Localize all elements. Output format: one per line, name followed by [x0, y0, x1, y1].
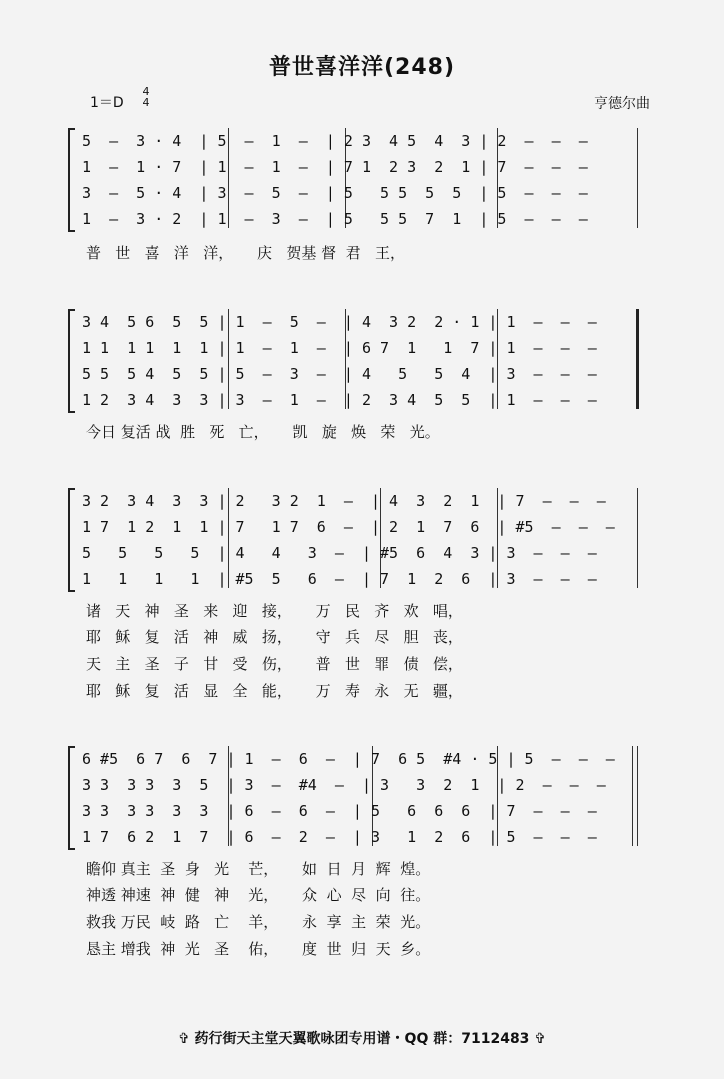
alto-row: 1 7 1 2 1 1 | 7 1 7 6 – | 2 1 7 6 | #5 – – – — [82, 518, 615, 536]
lyric-line: 救我 万民 岐 路 亡 羊， 永 享 主 荣 光。 — [86, 913, 431, 931]
page-title: 普世喜洋洋(248) — [268, 55, 456, 80]
time-signature — [141, 86, 151, 108]
tenor-row: 3 3 3 3 3 3 | 6 – 6 – | 5 6 6 6 | 7 – – – — [82, 802, 597, 820]
lyric-line: 今日 复活 战 胜 死 亡， 凯 旋 焕 荣 光。 — [86, 423, 440, 441]
lyric-line: 恳主 增我 神 光 圣 佑， 度 世 归 天 乡。 — [86, 940, 431, 958]
score-system-1 — [0, 128, 724, 288]
lyric-line: 普 世 喜 洋 洋， 庆 贺基 督 君 王， — [86, 244, 405, 262]
lyric-line: 耶 稣 复 活 显 全 能， 万 寿 永 无 疆， — [86, 682, 463, 700]
bass-row: 1 – 3 · 2 | 1 – 3 – | 5 5 5 7 1 | 5 – – – — [82, 210, 588, 228]
soprano-row: 5 – 3 · 4 | 5 – 1 – | 2 3 4 5 4 3 | 2 – – – — [82, 132, 588, 150]
tenor-row: 5 5 5 4 5 5 | 5 – 3 – | 4 5 5 4 | 3 – – – — [82, 365, 597, 383]
lyric-line: 神透 神速 神 健 神 光， 众 心 尽 向 往。 — [86, 886, 431, 904]
alto-row: 1 1 1 1 1 1 | 1 – 1 – | 6 7 1 1 7 | 1 – – – — [82, 339, 597, 357]
barline — [636, 309, 639, 409]
key-signature: 1＝D — [90, 95, 124, 111]
soprano-row: 6 #5 6 7 6 7 | 1 – 6 – | 7 6 5 #4 · 5 | 5 – – – — [82, 750, 615, 768]
score-system-4 — [0, 746, 724, 966]
barline — [632, 746, 633, 846]
soprano-row: 3 4 5 6 5 5 | 1 – 5 – | 4 3 2 2 · 1 | 1 – – – — [82, 313, 597, 331]
composer: 亨德尔曲 — [594, 96, 650, 112]
lyric-line: 耶 稣 复 活 神 威 扬， 守 兵 尽 胆 丧， — [86, 628, 463, 646]
soprano-row: 3 2 3 4 3 3 | 2 3 2 1 – | 4 3 2 1 | 7 – – – — [82, 492, 606, 510]
lyric-line: 天 主 圣 子 甘 受 伤， 普 世 罪 债 偿， — [86, 655, 463, 673]
lyric-line: 诸 天 神 圣 来 迎 接， 万 民 齐 欢 唱， — [86, 602, 463, 620]
alto-row: 1 – 1 · 7 | 1 – 1 – | 7 1 2 3 2 1 | 7 – – – — [82, 158, 588, 176]
time-signature-bottom: 4 — [142, 96, 150, 109]
tenor-row: 5 5 5 5 | 4 4 3 – | #5 6 4 3 | 3 – – – — [82, 544, 597, 562]
system-brace — [68, 309, 75, 413]
system-brace — [68, 746, 75, 850]
bass-row: 1 7 6 2 1 7 | 6 – 2 – | 3 1 2 6 | 5 – – – — [82, 828, 597, 846]
alto-row: 3 3 3 3 3 5 | 3 – #4 – | 3 3 2 1 | 2 – – – — [82, 776, 606, 794]
bass-row: 1 1 1 1 | #5 5 6 – | 7 1 2 6 | 3 – – – — [82, 570, 597, 588]
time-signature-top: 4 — [142, 85, 150, 98]
barline — [637, 128, 638, 228]
footer-note: ✞ 药行街天主堂天翼歌咏团专用谱・QQ 群：7112483 ✞ — [177, 1031, 547, 1047]
lyric-line: 瞻仰 真主 圣 身 光 芒， 如 日 月 辉 煌。 — [86, 860, 431, 878]
barline — [637, 488, 638, 588]
score-system-2 — [0, 309, 724, 469]
system-brace — [68, 488, 75, 592]
tenor-row: 3 – 5 · 4 | 3 – 5 – | 5 5 5 5 5 | 5 – – – — [82, 184, 588, 202]
score-system-3 — [0, 488, 724, 708]
bass-row: 1 2 3 4 3 3 | 3 – 1 – | 2 3 4 5 5 | 1 – – – — [82, 391, 597, 409]
barline — [637, 746, 638, 846]
system-brace — [68, 128, 75, 232]
